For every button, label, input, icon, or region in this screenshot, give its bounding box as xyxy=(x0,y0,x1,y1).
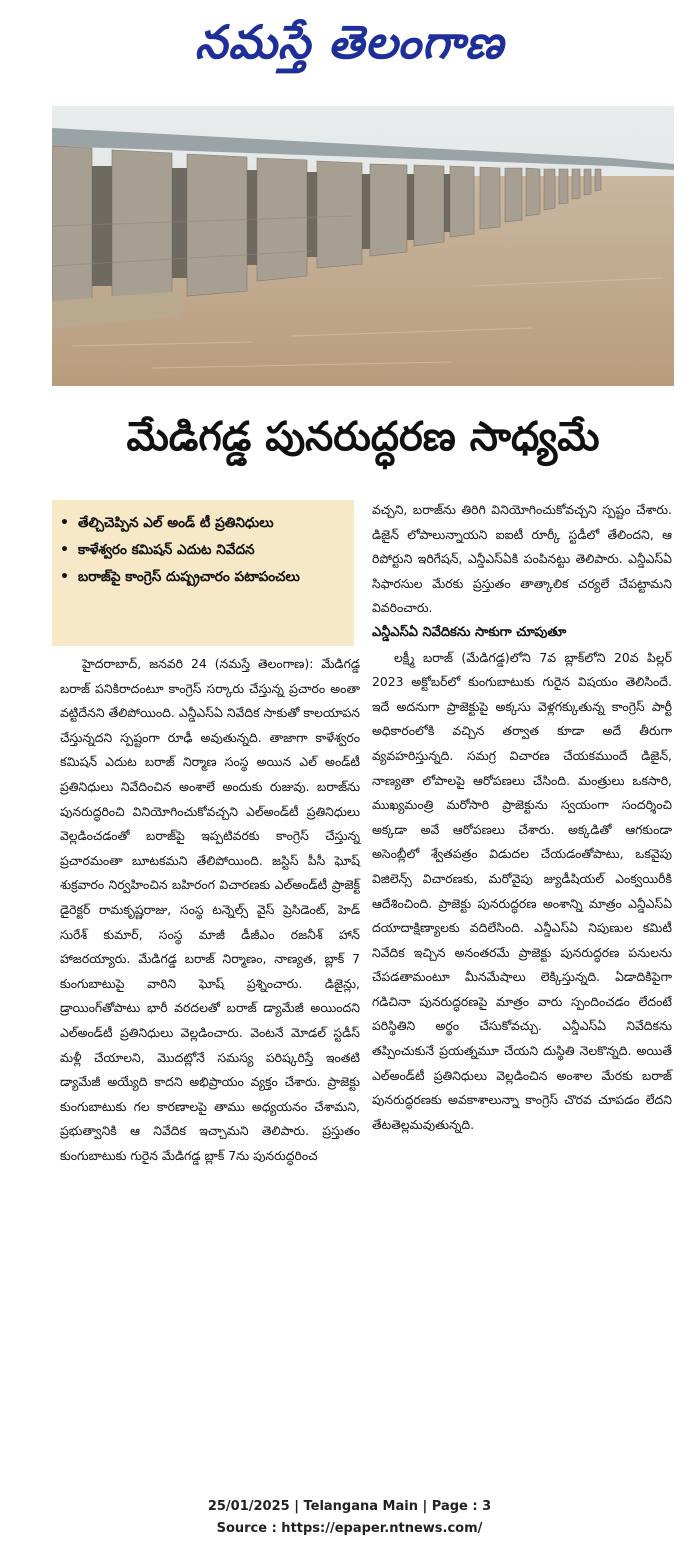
footer xyxy=(0,1496,699,1540)
highlight-item: • కాళేశ్వరం కమిషన్‌ ఎదుట నివేదన xyxy=(60,537,348,564)
article-column-left xyxy=(60,652,360,1168)
footer-date-page: 25/01/2025 | Telangana Main | Page : 3 xyxy=(207,1499,492,1514)
highlight-item: • తేల్చిచెప్పిన ఎల్‌ అండ్‌ టీ ప్రతినిధులు xyxy=(60,510,348,537)
bullet-icon: • xyxy=(60,542,69,558)
masthead: నమస్తే తెలంగాణ xyxy=(194,15,505,69)
bullet-icon: • xyxy=(60,515,69,531)
bullet-icon: • xyxy=(60,569,69,585)
highlight-item: • బరాజ్‌పై కాంగ్రెస్‌ దుష్ప్రచారం పటాపంచలు xyxy=(60,564,348,591)
footer-source: Source : https://epaper.ntnews.com/ xyxy=(216,1521,483,1536)
headline: మేడిగడ్డ పునరుద్ధరణ సాధ్యమే xyxy=(126,414,600,460)
article-paragraph: హైదరాబాద్‌, జనవరి 24 (నమస్తే తెలంగాణ): మేడిగడ్డ బరాజ్‌ పనికిరాదంటూ కాంగ్రెస్‌ సర్కారు చేస్తున్న ప్రచారం అంతా వట్టిదేనని తేలిపోయింది. ఎన్డీఎస్‌ఏ నివేదిక సాకుతో కాలయాపన చేస్తున్నదని స్పష్టంగా రూఢీ అవుతున్నది. తాజాగా కాళేశ్వరం కమిషన్‌ ఎదుట బరాజ్‌ నిర్మాణ సంస్థ అయిన ఎల్‌ అండ్‌టీ ప్రతినిధులు నివేదించిన అంశాలే అందుకు రుజువు. బరాజ్‌ను పునరుద్ధరించి వినియోగించుకోవచ్చని ఎల్‌అండ్‌టీ ప్రతినిధులు వెల్లడించడంతో బరాజ్‌పై ఇప్పటివరకు కాంగ్రెస్‌ చేస్తున్న ప్రచారమంతా బూటకమని తేలిపోయింది. జస్టిస్‌ పీసీ ఘోష్‌ శుక్రవారం నిర్వహించిన బహిరంగ విచారణకు ఎల్‌అండ్‌టీ ప్రాజెక్ట్‌ డైరెక్టర్‌ రామకృష్ణరాజు, సంస్థ టన్నెల్స్‌ వైస్‌ ప్రెసిడెంట్‌, హెడ్‌ సురేశ్‌ కుమార్‌, సంస్థ మాజీ డీజీఎం రజనీశ్‌ హాన్‌ హాజరయ్యారు. మేడిగడ్డ బరాజ్‌ నిర్మాణం, నాణ్యత, బ్లాక్‌ 7 కుంగుబాటుపై వారిని ఘోష్‌ ప్రశ్నించారు. డిజైన్లు, డ్రాయింగ్‌తోపాటు భారీ వరదలతో బరాజ్‌ డ్యామేజీ అయిందని ఎల్‌అండ్‌టీ ప్రతినిధులు వెల్లడించారు. వెంటనే మోడల్‌ స్టడీస్‌ మళ్లీ చేయాలని, మొదట్లోనే సమస్య పరిష్కరిస్తే ఇంతటి డ్యామేజీ అయ్యేది కాదని అభిప్రాయం వ్యక్తం చేశారు. ప్రాజెక్టు కుంగుబాటుకు గల కారణాలపై తాము అధ్యయనం చేశామని, ప్రభుత్వానికి ఆ నివేదిక ఇచ్చామని తెలిపారు. ప్రస్తుతం కుంగుబాటుకు గురైన మేడిగడ్డ బ్లాక్‌ 7ను పునరుద్ధరించ xyxy=(60,656,360,1163)
article-paragraph: వచ్చని, బరాజ్‌ను తిరిగి వినియోగించుకోవచ్చని స్పష్టం చేశారు. డిజైన్‌ లోపాలున్నాయని ఐఐటీ రూర్కీ స్టడీలో తేలిందని, ఆ రిపోర్టుని ఇరిగేషన్‌, ఎన్డీఎస్‌ఏకి పంపినట్టు తెలిపారు. ఎన్డీఎస్‌ఏ సిఫారసుల మేరకు ప్రస్తుతం తాత్కాలిక చర్యలే చేపట్టామని వివరించారు. xyxy=(372,502,672,616)
highlights-box xyxy=(52,500,354,646)
barrage-photo xyxy=(52,106,674,386)
article-subheading: ఎన్డీఎస్‌ఏ నివేదికను సాకుగా చూపుతూ xyxy=(372,624,567,640)
article-column-right xyxy=(372,498,672,1137)
article-paragraph: లక్ష్మీ బరాజ్‌ (మేడిగడ్డ)లోని 7వ బ్లాక్‌లోని 20వ పిల్లర్‌ 2023 అక్టోబర్‌లో కుంగుబాటుకు గురైన విషయం తెలిసిందే. ఇదే అదనుగా ప్రాజెక్టుపై అక్కసు వెళ్లగక్కుతున్న కాంగ్రెస్‌ పార్టీ అధికారంలోకి వచ్చిన తర్వాత కూడా అదే తీరుగా వ్యవహరిస్తున్నది. సమగ్ర విచారణ చేయకముందే డిజైన్‌, నాణ్యతా లోపాలపై ఆరోపణలు చేసింది. మంత్రులు ఒకసారి, ముఖ్యమంత్రి మరోసారి ప్రాజెక్టును స్వయంగా సందర్శించి అక్కడా అవే ఆరోపణలు చేశారు. అక్కడితో ఆగకుండా అసెంబ్లీలో శ్వేతపత్రం విడుదల చేయడంతోపాటు, ఒకవైపు విజిలెన్స్‌ విచారణకు, మరోవైపు జ్యుడీషియల్‌ ఎంక్వయిరీకి ఆదేశించింది. ప్రాజెక్టు పునరుద్ధరణ అంశాన్ని మాత్రం ఎన్డీఎస్‌ఏ దయాదాక్షిణ్యాలకు వదిలేసింది. ఎన్డీఎస్‌ఏ నిపుణుల కమిటీ నివేదిక ఇచ్చిన అనంతరమే ప్రాజెక్టు పునరుద్ధరణ పనులను చేపడతామంటూ మీనమేషాలు లెక్కిస్తున్నది. ఏడాదికిపైగా గడిచినా పునరుద్ధరణపై మాత్రం వారు స్పందించడం లేదంటే పరిస్థితిని అర్థం చేసుకోవచ్చు. ఎన్డీఎస్‌ఏ నివేదికను తప్పించుకునే ప్రయత్నమూ చేయని దుస్థితి నెలకొన్నది. అయితే ఎల్‌అండ్‌టీ ప్రతినిధులు వెల్లడించిన అంశాల మేరకు బరాజ్‌ పునరుద్ధరణకు అవకాశాలున్నా కాంగ్రెస్‌ చొరవ చూపడం లేదని తేటతెల్లమవుతున్నది. xyxy=(372,649,672,1132)
